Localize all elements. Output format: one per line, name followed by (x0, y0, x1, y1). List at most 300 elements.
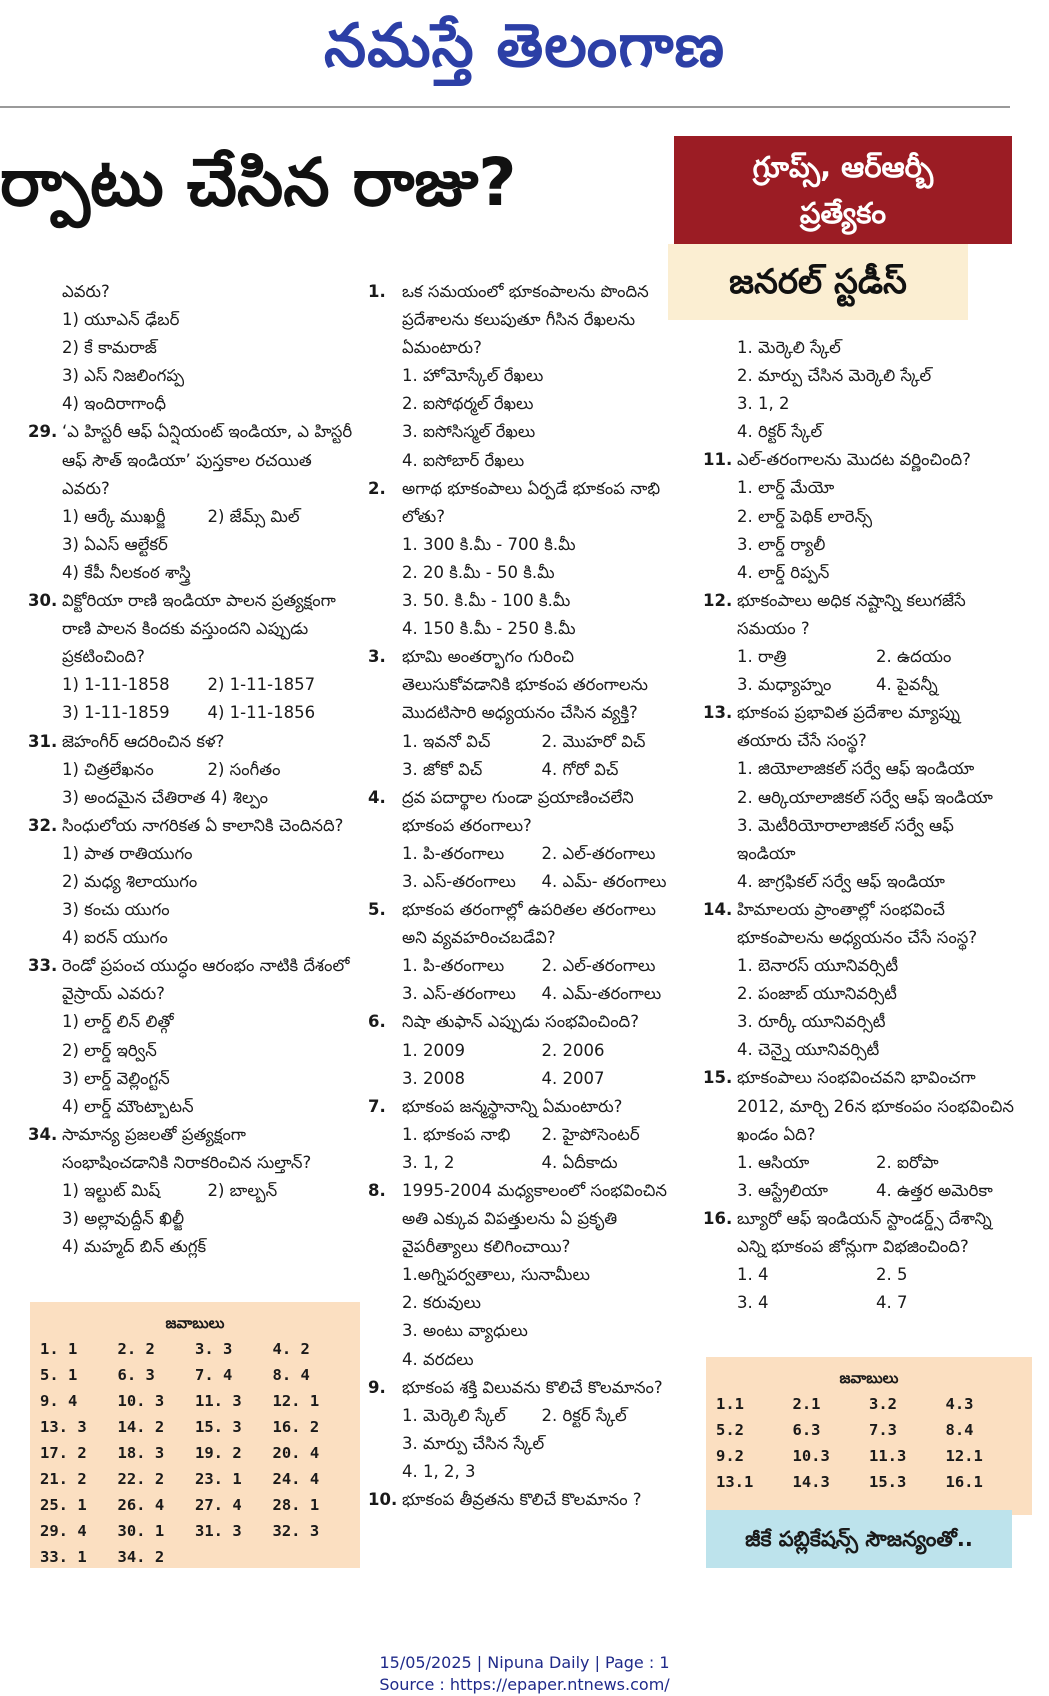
answer-key-title: జవాబులు (839, 1369, 899, 1387)
option-row (62, 699, 353, 727)
option-row (737, 755, 1015, 783)
question-body: ‘ఎ హిస్టరీ ఆఫ్ ఏన్షియంట్ ఇండియా, ఎ హిస్టరీ ఆఫ్ సౌత్ ఇండియా’ పుస్తకాల రచయిత ఎవరు? (62, 422, 353, 498)
option: 3. 1, 2 (402, 1152, 455, 1172)
answer-item: 14. 2 (117, 1418, 165, 1436)
option-row (737, 418, 1015, 446)
option-row (737, 840, 1015, 868)
option: ఇండియా (737, 843, 796, 863)
option: 4. ఏదీకాదు (541, 1152, 618, 1172)
option-row (402, 980, 681, 1008)
option: 2. 5 (876, 1265, 908, 1285)
question-body: ద్రవ పదార్థాల గుండా ప్రయాణించలేని భూకంప తరంగాలు? (402, 787, 634, 835)
option: 2. ఐసోథర్మల్ రేఖలు (402, 394, 534, 414)
answer-item: 34. 2 (117, 1548, 165, 1566)
question-number: 14. (703, 899, 733, 919)
options-list (368, 840, 681, 896)
question (368, 643, 681, 783)
option: 3. జోకో విచ్ (402, 759, 483, 779)
option: 1. 2009 (402, 1040, 465, 1060)
question-body: భూకంప జన్మస్థానాన్ని ఏమంటారు? (402, 1096, 623, 1116)
option-row (737, 1036, 1015, 1064)
continuation-question (28, 278, 353, 418)
answer-item: 31. 3 (195, 1522, 242, 1540)
question-body: సింధులోయ నాగరికత ఏ కాలానికి చెందినది? (62, 815, 344, 835)
question-body: బ్యూరో ఆఫ్ ఇండియన్ స్టాండర్డ్స్ దేశాన్ని ఎన్ని భూకంప జోన్లుగా విభజించింది? (737, 1208, 992, 1256)
question-number: 9. (368, 1377, 386, 1397)
option-row (402, 1346, 681, 1374)
option-row (402, 390, 681, 418)
options-list (28, 1008, 353, 1120)
answer-item: 3.2 (869, 1395, 897, 1413)
option: 3. ఎస్-తరంగాలు (402, 984, 516, 1004)
answer-item: 8.4 (945, 1421, 974, 1439)
question-body: ఎల్-తరంగాలను మొదట వర్ణించింది? (737, 450, 971, 470)
option-row (737, 868, 1015, 896)
answer-item: 12.1 (945, 1447, 983, 1465)
options-list (368, 728, 681, 784)
question (703, 896, 1015, 1065)
option: 3) ఏఎస్ ఆల్టేకర్ (62, 534, 168, 554)
option-row (402, 756, 681, 784)
answer-item: 7. 4 (195, 1366, 233, 1384)
option: 2) జేమ్స్ మిల్ (207, 506, 300, 526)
question-text (368, 1177, 681, 1261)
option-row (737, 643, 1015, 671)
question-body: 1995-2004 మధ్యకాలంలో సంభవించిన అతి ఎక్కువ విపత్తులను ఏ ప్రకృతి వైపరీత్యాలు కలిగించాయి? (402, 1181, 667, 1257)
option: 3. ఆస్ట్రేలియా (737, 1180, 829, 1200)
options-list (368, 1402, 681, 1486)
masthead-logo: నమస్తే తెలంగాణ (323, 11, 726, 81)
question-body: సామాన్య ప్రజలతో ప్రత్యక్షంగా సంభాషించడానికి నిరాకరించిన సుల్తాన్? (62, 1124, 312, 1172)
answer-item: 22. 2 (117, 1470, 165, 1488)
option: 1. బెనారస్ యూనివర్సిటీ (737, 956, 899, 976)
answer-item: 26. 4 (117, 1496, 165, 1514)
option: 4) కేపీ నీలకంఠ శాస్త్రి (62, 562, 191, 582)
option: 2. మార్పు చేసిన మెర్కెలి స్కేల్ (737, 366, 932, 386)
answer-item: 7.3 (869, 1421, 897, 1439)
question-text (703, 587, 1015, 643)
option-row (62, 868, 353, 896)
question (28, 587, 353, 727)
question-text (368, 896, 681, 952)
column-earthquakes (368, 278, 681, 1514)
option: 4. ఐసోబార్ రేఖలు (402, 450, 525, 470)
answer-key-earthquakes (706, 1357, 1032, 1515)
option: 1. ఇవనో విచ్ (402, 731, 491, 751)
option-row (737, 1289, 1015, 1317)
answer-item: 6.3 (792, 1421, 821, 1439)
banner-line-1: గ్రూప్స్, ఆర్ఆర్బీ (752, 150, 934, 184)
option-row (737, 1008, 1015, 1036)
question-text (368, 1374, 681, 1402)
question-number: 32. (28, 815, 58, 835)
option: 4. 150 కి.మీ - 250 కి.మీ (402, 619, 576, 639)
option-row (737, 559, 1015, 587)
option: 1. రాత్రి (737, 647, 787, 667)
question-body: భూకంప ప్రభావిత ప్రదేశాల మ్యాప్ను తయారు చేసే సంస్థ? (737, 703, 960, 751)
answer-item: 29. 4 (40, 1522, 87, 1540)
question-body: భూకంపాలు సంభవించవని భావించగా 2012, మార్చి 26న భూకంపం సంభవించిన ఖండం ఏది? (737, 1068, 1014, 1144)
option: 3. అంటు వ్యాధులు (402, 1321, 528, 1341)
question-text (703, 699, 1015, 755)
masthead-divider (0, 106, 1010, 108)
options-list (703, 334, 1015, 446)
question-body: జెహంగీర్ ఆదరించిన కళ? (62, 731, 225, 751)
answer-item: 21. 2 (40, 1470, 87, 1488)
option: 1. మెర్కెలి స్కేల్ (737, 338, 841, 357)
option: 1) లార్డ్ లిన్ లిత్గో (62, 1012, 174, 1032)
question-number: 1. (368, 282, 386, 301)
question-number: 30. (28, 591, 58, 611)
option: 3) లార్డ్ వెల్లింగ్టన్ (62, 1068, 170, 1088)
option: 3. మార్పు చేసిన స్కేల్ (402, 1433, 545, 1453)
option: 2) మధ్య శిలాయుగం (62, 871, 198, 891)
answer-item: 11.3 (869, 1447, 907, 1465)
answer-item: 1. 1 (40, 1340, 78, 1358)
options-list (28, 503, 353, 587)
option-row (402, 868, 681, 896)
option: 1. భూకంప నాభి (402, 1124, 511, 1144)
option-row (402, 1458, 681, 1486)
courtesy-note: జీకే పబ్లికేషన్స్ సౌజన్యంతో.. (706, 1510, 1012, 1568)
options-list (703, 1149, 1015, 1205)
question (28, 418, 353, 587)
question-number: 4. (368, 787, 386, 807)
option: 3. రూర్కీ యూనివర్సిటీ (737, 1012, 886, 1032)
question-number: 15. (703, 1068, 733, 1088)
answer-item: 25. 1 (40, 1496, 87, 1514)
answer-item: 4.3 (945, 1395, 974, 1413)
option: 3. 1, 2 (737, 394, 790, 414)
option: 1. ఆసియా (737, 1152, 810, 1172)
option-row (62, 1037, 353, 1065)
option: 2. ఎల్-తరంగాలు (541, 956, 656, 976)
question-text (28, 418, 353, 502)
answer-item: 27. 4 (195, 1496, 242, 1514)
option: 2. ఐరోపా (876, 1152, 939, 1172)
option: 3) 1-11-1859 (62, 703, 170, 723)
question-text (368, 1486, 681, 1514)
question-number: 16. (703, 1208, 733, 1228)
options-list (703, 755, 1015, 895)
answer-item: 32. 3 (272, 1522, 320, 1540)
question-text (703, 446, 1015, 474)
option: 2. ఆర్కియాలాజికల్ సర్వే ఆఫ్ ఇండియా (737, 787, 993, 807)
option: 1. జియోలాజికల్ సర్వే ఆఫ్ ఇండియా (737, 759, 975, 779)
answer-item: 19. 2 (195, 1444, 242, 1462)
question-text (703, 1205, 1015, 1261)
answer-item: 8. 4 (272, 1366, 310, 1384)
question-number: 12. (703, 590, 733, 610)
option-row (62, 1093, 353, 1121)
question-body: విక్టోరియా రాణి ఇండియా పాలన ప్రత్యక్షంగా రాణి పాలన కిందకు వస్తుందని ఎప్పుడు ప్రకటించింది? (62, 591, 336, 667)
question (368, 1177, 681, 1374)
question (703, 446, 1015, 586)
question-number: 8. (368, 1181, 386, 1200)
option-row (402, 840, 681, 868)
question-number: 3. (368, 647, 386, 667)
option-row (62, 784, 353, 812)
option-row (402, 1037, 681, 1065)
options-list (28, 756, 353, 812)
option: 1.అగ్నిపర్వతాలు, సునామీలు (402, 1265, 590, 1285)
option-row (402, 559, 681, 587)
options-list (28, 840, 353, 952)
question-body: భూకంప శక్తి విలువను కొలిచే కొలమానం? (402, 1377, 663, 1397)
question-number: 31. (28, 731, 58, 751)
question (703, 699, 1015, 896)
options-list (28, 1177, 353, 1261)
banner-line-2: ప్రత్యేకం (799, 196, 887, 230)
option: 4. వరదలు (402, 1349, 474, 1369)
answer-item: 10.3 (792, 1447, 830, 1465)
question-body: రెండో ప్రపంచ యుద్ధం ఆరంభం నాటికి దేశంలో వైస్రాయ్ ఎవరు? (62, 956, 350, 1004)
option-row (62, 840, 353, 868)
question-body: నిషా తుఫాన్ ఎప్పుడు సంభవించింది? (402, 1012, 639, 1032)
answer-item: 12. 1 (272, 1392, 320, 1410)
answer-item: 15. 3 (195, 1418, 242, 1436)
option: 3) అందమైన చేతిరాత 4) శిల్పం (62, 787, 268, 807)
answer-item: 23. 1 (195, 1470, 242, 1488)
option: 3. 4 (737, 1293, 769, 1313)
option-row (62, 559, 353, 587)
answer-item: 4. 2 (272, 1340, 310, 1358)
answer-item: 28. 1 (272, 1496, 320, 1514)
option: 1. 300 కి.మీ - 700 కి.మీ (402, 534, 576, 554)
question-number: 6. (368, 1012, 386, 1032)
option-row (737, 474, 1015, 502)
option-row (737, 334, 1015, 362)
option-row (62, 503, 353, 531)
options-list (368, 531, 681, 643)
question-number: 11. (703, 450, 733, 470)
option-row (402, 1149, 681, 1177)
question (368, 475, 681, 644)
option-row (62, 896, 353, 924)
continuation-text: ఎవరు? (62, 282, 110, 301)
option-row (402, 1065, 681, 1093)
footer-date-line: 15/05/2025 | Nipuna Daily | Page : 1 (379, 1653, 670, 1672)
answer-item: 9.2 (716, 1447, 744, 1465)
option: 1. పి-తరంగాలు (402, 956, 505, 976)
answer-item: 6. 3 (117, 1366, 155, 1384)
option: 2. ఉదయం (876, 647, 952, 667)
option-row (737, 503, 1015, 531)
option: 1) 1-11-1858 (62, 675, 170, 695)
option: 3. ఐసోసిస్మల్ రేఖలు (402, 422, 536, 442)
option: 4. ఎమ్- తరంగాలు (541, 871, 667, 891)
question (28, 1121, 353, 1261)
question-number: 34. (28, 1124, 58, 1144)
option: 3. 50. కి.మీ - 100 కి.మీ (402, 591, 571, 611)
column-earthquakes-continued (703, 334, 1015, 1317)
option: 2) బాల్బన్ (207, 1181, 278, 1200)
answer-item: 10. 3 (117, 1392, 165, 1410)
option: 4. జాగ్రఫికల్ సర్వే ఆఫ్ ఇండియా (737, 871, 945, 891)
question-text (368, 784, 681, 840)
headline: ర్పాటు చేసిన రాజు? (0, 144, 517, 221)
question (703, 1064, 1015, 1204)
answer-item: 3. 3 (195, 1340, 233, 1358)
question-text (368, 475, 681, 531)
option-row (402, 1430, 681, 1458)
question-body: భూకంపాలు అధిక నష్టాన్ని కలుగజేసే సమయం ? (737, 590, 966, 638)
option: 2. రిక్టర్ స్కేల్ (541, 1405, 627, 1425)
question-body: భూకంప తీవ్రతను కొలిచే కొలమానం ? (402, 1490, 642, 1510)
question-number: 2. (368, 478, 386, 498)
option-row (402, 447, 681, 475)
options-list (703, 1261, 1015, 1317)
option-row (402, 1402, 681, 1430)
question (28, 728, 353, 812)
option: 1. మెర్కెలి స్కేల్ (402, 1405, 506, 1425)
option-row (737, 952, 1015, 980)
question-number: 29. (28, 422, 58, 442)
option: 2) సంగీతం (207, 759, 281, 779)
options-list (703, 474, 1015, 586)
column-history (28, 278, 353, 1261)
options-list (368, 952, 681, 1008)
question (28, 812, 353, 952)
option-row (402, 531, 681, 559)
question-body: ఒక సమయంలో భూకంపాలను పొందిన ప్రదేశాలను కలుపుతూ గీసిన రేఖలను ఏమంటారు? (402, 282, 649, 358)
options-list (703, 952, 1015, 1064)
question (368, 1374, 681, 1486)
option: 4) ఇందిరాగాంధీ (62, 394, 167, 414)
question-number: 5. (368, 900, 386, 920)
option: 4. లార్డ్ రిప్పన్ (737, 562, 830, 582)
option: 1) పాత రాతియుగం (62, 843, 193, 863)
option-row (737, 784, 1015, 812)
option: 3) అల్లావుద్దీన్ ఖిల్జీ (62, 1209, 185, 1229)
option-row (402, 952, 681, 980)
option: 4) ఐరన్ యుగం (62, 928, 168, 948)
answer-key-title: జవాబులు (165, 1314, 225, 1332)
option-row (402, 1121, 681, 1149)
option-row (402, 1261, 681, 1289)
option-row (737, 362, 1015, 390)
option: 2. ఎల్-తరంగాలు (541, 843, 656, 863)
option: 2. పంజాబ్ యూనివర్సిటీ (737, 984, 897, 1004)
option: 4. ఉత్తర అమెరికా (876, 1180, 993, 1200)
option-row (402, 1289, 681, 1317)
option: 1) ఇల్టుట్ మిష్ (62, 1181, 161, 1200)
option: 2. మొహరో విచ్ (541, 731, 646, 751)
answer-item: 16.1 (945, 1473, 983, 1491)
options-list (703, 643, 1015, 699)
option: 3. లార్డ్ ర్యాలీ (737, 534, 826, 554)
answer-item: 18. 3 (117, 1444, 165, 1462)
options-list (368, 1037, 681, 1093)
answer-item: 2.1 (792, 1395, 821, 1413)
question-text (368, 1008, 681, 1036)
option-row (737, 812, 1015, 840)
option-row (62, 671, 353, 699)
answer-item: 5.2 (716, 1421, 744, 1439)
answer-item: 11. 3 (195, 1392, 242, 1410)
option: 1. పి-తరంగాలు (402, 843, 505, 863)
answer-item: 16. 2 (272, 1418, 320, 1436)
question-number: 33. (28, 956, 58, 976)
question (368, 1008, 681, 1092)
section-banner (674, 136, 1012, 244)
options-list (368, 1121, 681, 1177)
question (368, 896, 681, 1008)
question-number: 13. (703, 703, 733, 723)
option: 2) లార్డ్ ఇర్విన్ (62, 1040, 157, 1060)
option: 2. హైపోసెంటర్ (541, 1124, 640, 1144)
option-row (402, 362, 681, 390)
option-row (62, 756, 353, 784)
option-row (62, 1177, 353, 1205)
option-row (62, 1008, 353, 1036)
option-row (402, 728, 681, 756)
option: 3. 2008 (402, 1068, 465, 1088)
question-body: భూకంప తరంగాల్లో ఉపరితల తరంగాలు అని వ్యవహరించబడేవి? (402, 900, 656, 948)
option: 4. ఎమ్-తరంగాలు (541, 984, 662, 1004)
option-row (737, 1177, 1015, 1205)
option: 3. మెటీరియోరాలాజికల్ సర్వే ఆఫ్ (737, 815, 954, 835)
question (703, 587, 1015, 699)
option: 2. కరువులు (402, 1293, 481, 1313)
option: 4. 7 (876, 1293, 908, 1313)
option: 3) ఎస్ నిజలింగప్ప (62, 366, 185, 386)
answer-key-history (30, 1302, 360, 1568)
answer-item: 17. 2 (40, 1444, 87, 1462)
option-row (737, 1261, 1015, 1289)
option: 2. లార్డ్ పెథిక్ లారెన్స్ (737, 506, 873, 526)
option-row (402, 418, 681, 446)
answer-item: 14.3 (792, 1473, 830, 1491)
option: 4. గోరో విచ్ (541, 759, 619, 779)
question-text (28, 587, 353, 671)
page-footer (0, 1652, 1049, 1696)
option: 2) 1-11-1857 (207, 675, 316, 695)
option-row (402, 615, 681, 643)
option: 4. రిక్టర్ స్కేల్ (737, 422, 823, 442)
question-text (28, 812, 353, 840)
answer-item: 30. 1 (117, 1522, 165, 1540)
question (703, 1205, 1015, 1317)
question-text (703, 896, 1015, 952)
subject-label: జనరల్ స్టడీస్ (668, 244, 968, 320)
answer-item: 24. 4 (272, 1470, 320, 1488)
option-row (402, 1317, 681, 1345)
option: 4. చెన్నై యూనివర్సిటీ (737, 1040, 880, 1060)
options-list (28, 671, 353, 727)
question-text (368, 643, 681, 727)
question-body: అగాథ భూకంపాలు ఏర్పడే భూకంప నాభి లోతు? (402, 478, 661, 526)
option-row (737, 980, 1015, 1008)
option-row (737, 390, 1015, 418)
option: 2) కే కామరాజ్ (62, 338, 157, 358)
option-row (62, 1205, 353, 1233)
question-number: 7. (368, 1096, 386, 1116)
option-row (62, 924, 353, 952)
answer-item: 20. 4 (272, 1444, 320, 1462)
option-row (737, 671, 1015, 699)
answer-item: 33. 1 (40, 1548, 87, 1566)
question-text (368, 1093, 681, 1121)
question-text (28, 952, 353, 1008)
option-row (62, 1065, 353, 1093)
options-list (368, 362, 681, 474)
options-list (368, 1261, 681, 1373)
option-row (62, 531, 353, 559)
option: 3. ఎస్-తరంగాలు (402, 871, 516, 891)
answer-item: 9. 4 (40, 1392, 78, 1410)
option-row (737, 1149, 1015, 1177)
